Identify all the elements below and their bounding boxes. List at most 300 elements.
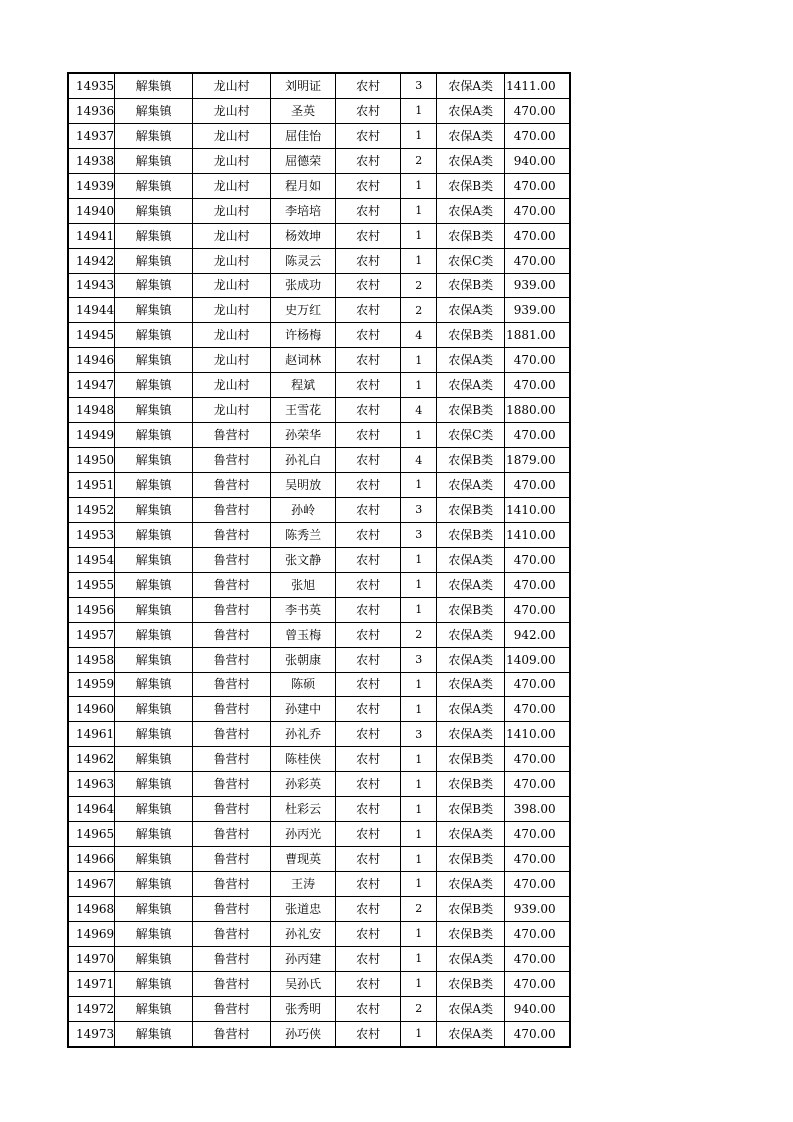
insurance-category-cell: 农保A类 bbox=[437, 672, 505, 697]
record-id-cell: 14942 bbox=[68, 248, 115, 273]
household-count-cell: 1 bbox=[401, 797, 437, 822]
table-row bbox=[68, 348, 570, 373]
name-cell: 杨效坤 bbox=[271, 223, 336, 248]
town-cell: 解集镇 bbox=[115, 348, 193, 373]
record-id-cell: 14967 bbox=[68, 872, 115, 897]
insurance-category-cell: 农保A类 bbox=[437, 697, 505, 722]
name-cell: 圣英 bbox=[271, 98, 336, 123]
table-row bbox=[68, 298, 570, 323]
town-cell: 解集镇 bbox=[115, 473, 193, 498]
area-type-cell: 农村 bbox=[336, 73, 401, 98]
amount-cell: 470.00 bbox=[505, 672, 570, 697]
amount-cell: 1409.00 bbox=[505, 647, 570, 672]
name-cell: 许杨梅 bbox=[271, 323, 336, 348]
record-id-cell: 14952 bbox=[68, 497, 115, 522]
insurance-category-cell: 农保B类 bbox=[437, 323, 505, 348]
village-cell: 鲁营村 bbox=[193, 996, 271, 1021]
town-cell: 解集镇 bbox=[115, 373, 193, 398]
town-cell: 解集镇 bbox=[115, 98, 193, 123]
town-cell: 解集镇 bbox=[115, 497, 193, 522]
amount-cell: 939.00 bbox=[505, 273, 570, 298]
name-cell: 孙丙建 bbox=[271, 946, 336, 971]
name-cell: 孙建中 bbox=[271, 697, 336, 722]
household-count-cell: 1 bbox=[401, 597, 437, 622]
record-id-cell: 14947 bbox=[68, 373, 115, 398]
amount-cell: 1879.00 bbox=[505, 448, 570, 473]
town-cell: 解集镇 bbox=[115, 772, 193, 797]
table-row bbox=[68, 946, 570, 971]
table-row bbox=[68, 672, 570, 697]
village-cell: 鲁营村 bbox=[193, 547, 271, 572]
village-cell: 鲁营村 bbox=[193, 697, 271, 722]
name-cell: 陈桂侠 bbox=[271, 747, 336, 772]
village-cell: 龙山村 bbox=[193, 398, 271, 423]
insurance-category-cell: 农保A类 bbox=[437, 647, 505, 672]
village-cell: 龙山村 bbox=[193, 323, 271, 348]
insurance-category-cell: 农保A类 bbox=[437, 722, 505, 747]
name-cell: 张文静 bbox=[271, 547, 336, 572]
name-cell: 刘明证 bbox=[271, 73, 336, 98]
town-cell: 解集镇 bbox=[115, 248, 193, 273]
name-cell: 孙荣华 bbox=[271, 423, 336, 448]
record-id-cell: 14948 bbox=[68, 398, 115, 423]
village-cell: 鲁营村 bbox=[193, 597, 271, 622]
table-row bbox=[68, 123, 570, 148]
record-id-cell: 14957 bbox=[68, 622, 115, 647]
insurance-category-cell: 农保A类 bbox=[437, 373, 505, 398]
area-type-cell: 农村 bbox=[336, 547, 401, 572]
table-row bbox=[68, 148, 570, 173]
area-type-cell: 农村 bbox=[336, 672, 401, 697]
area-type-cell: 农村 bbox=[336, 1021, 401, 1046]
amount-cell: 470.00 bbox=[505, 772, 570, 797]
record-id-cell: 14972 bbox=[68, 996, 115, 1021]
insurance-category-cell: 农保A类 bbox=[437, 622, 505, 647]
household-count-cell: 4 bbox=[401, 398, 437, 423]
town-cell: 解集镇 bbox=[115, 797, 193, 822]
record-id-cell: 14943 bbox=[68, 273, 115, 298]
table-row bbox=[68, 622, 570, 647]
amount-cell: 1411.00 bbox=[505, 73, 570, 98]
village-cell: 鲁营村 bbox=[193, 672, 271, 697]
village-cell: 鲁营村 bbox=[193, 722, 271, 747]
amount-cell: 1880.00 bbox=[505, 398, 570, 423]
town-cell: 解集镇 bbox=[115, 822, 193, 847]
insurance-category-cell: 农保B类 bbox=[437, 273, 505, 298]
household-count-cell: 1 bbox=[401, 572, 437, 597]
amount-cell: 470.00 bbox=[505, 747, 570, 772]
area-type-cell: 农村 bbox=[336, 497, 401, 522]
town-cell: 解集镇 bbox=[115, 896, 193, 921]
village-cell: 鲁营村 bbox=[193, 921, 271, 946]
amount-cell: 1410.00 bbox=[505, 522, 570, 547]
town-cell: 解集镇 bbox=[115, 173, 193, 198]
area-type-cell: 农村 bbox=[336, 896, 401, 921]
household-count-cell: 1 bbox=[401, 198, 437, 223]
village-cell: 鲁营村 bbox=[193, 448, 271, 473]
household-count-cell: 1 bbox=[401, 223, 437, 248]
amount-cell: 470.00 bbox=[505, 971, 570, 996]
record-id-cell: 14968 bbox=[68, 896, 115, 921]
area-type-cell: 农村 bbox=[336, 448, 401, 473]
town-cell: 解集镇 bbox=[115, 697, 193, 722]
table-row bbox=[68, 423, 570, 448]
record-id-cell: 14954 bbox=[68, 547, 115, 572]
household-count-cell: 1 bbox=[401, 822, 437, 847]
village-cell: 鲁营村 bbox=[193, 896, 271, 921]
area-type-cell: 农村 bbox=[336, 198, 401, 223]
town-cell: 解集镇 bbox=[115, 398, 193, 423]
amount-cell: 470.00 bbox=[505, 872, 570, 897]
table-row bbox=[68, 273, 570, 298]
household-count-cell: 2 bbox=[401, 996, 437, 1021]
town-cell: 解集镇 bbox=[115, 148, 193, 173]
household-count-cell: 1 bbox=[401, 173, 437, 198]
village-cell: 鲁营村 bbox=[193, 497, 271, 522]
name-cell: 史万红 bbox=[271, 298, 336, 323]
amount-cell: 470.00 bbox=[505, 248, 570, 273]
insurance-category-cell: 农保A类 bbox=[437, 872, 505, 897]
amount-cell: 470.00 bbox=[505, 547, 570, 572]
amount-cell: 470.00 bbox=[505, 697, 570, 722]
name-cell: 屈佳怡 bbox=[271, 123, 336, 148]
name-cell: 孙岭 bbox=[271, 497, 336, 522]
name-cell: 张旭 bbox=[271, 572, 336, 597]
village-cell: 龙山村 bbox=[193, 198, 271, 223]
insurance-category-cell: 农保B类 bbox=[437, 847, 505, 872]
area-type-cell: 农村 bbox=[336, 248, 401, 273]
record-id-cell: 14970 bbox=[68, 946, 115, 971]
table-row bbox=[68, 896, 570, 921]
table-row bbox=[68, 448, 570, 473]
insurance-category-cell: 农保B类 bbox=[437, 398, 505, 423]
insurance-category-cell: 农保B类 bbox=[437, 772, 505, 797]
area-type-cell: 农村 bbox=[336, 273, 401, 298]
table-row bbox=[68, 647, 570, 672]
town-cell: 解集镇 bbox=[115, 572, 193, 597]
amount-cell: 470.00 bbox=[505, 373, 570, 398]
name-cell: 孙礼白 bbox=[271, 448, 336, 473]
table-row bbox=[68, 847, 570, 872]
insurance-category-cell: 农保A类 bbox=[437, 348, 505, 373]
record-id-cell: 14946 bbox=[68, 348, 115, 373]
amount-cell: 940.00 bbox=[505, 996, 570, 1021]
table-row bbox=[68, 248, 570, 273]
name-cell: 吴孙氏 bbox=[271, 971, 336, 996]
household-count-cell: 2 bbox=[401, 298, 437, 323]
record-id-cell: 14945 bbox=[68, 323, 115, 348]
name-cell: 陈硕 bbox=[271, 672, 336, 697]
household-count-cell: 1 bbox=[401, 123, 437, 148]
amount-cell: 470.00 bbox=[505, 822, 570, 847]
amount-cell: 470.00 bbox=[505, 921, 570, 946]
record-id-cell: 14953 bbox=[68, 522, 115, 547]
table-row bbox=[68, 398, 570, 423]
insurance-category-cell: 农保A类 bbox=[437, 547, 505, 572]
table-row bbox=[68, 747, 570, 772]
village-cell: 鲁营村 bbox=[193, 772, 271, 797]
table-row bbox=[68, 822, 570, 847]
area-type-cell: 农村 bbox=[336, 473, 401, 498]
village-cell: 鲁营村 bbox=[193, 423, 271, 448]
name-cell: 陈秀兰 bbox=[271, 522, 336, 547]
town-cell: 解集镇 bbox=[115, 921, 193, 946]
town-cell: 解集镇 bbox=[115, 73, 193, 98]
record-id-cell: 14951 bbox=[68, 473, 115, 498]
village-cell: 鲁营村 bbox=[193, 946, 271, 971]
amount-cell: 939.00 bbox=[505, 896, 570, 921]
area-type-cell: 农村 bbox=[336, 872, 401, 897]
area-type-cell: 农村 bbox=[336, 148, 401, 173]
village-cell: 鲁营村 bbox=[193, 847, 271, 872]
village-cell: 龙山村 bbox=[193, 173, 271, 198]
area-type-cell: 农村 bbox=[336, 697, 401, 722]
village-cell: 鲁营村 bbox=[193, 473, 271, 498]
record-id-cell: 14971 bbox=[68, 971, 115, 996]
record-id-cell: 14940 bbox=[68, 198, 115, 223]
amount-cell: 470.00 bbox=[505, 946, 570, 971]
insurance-category-cell: 农保B类 bbox=[437, 173, 505, 198]
village-cell: 龙山村 bbox=[193, 223, 271, 248]
table-row bbox=[68, 797, 570, 822]
area-type-cell: 农村 bbox=[336, 647, 401, 672]
insurance-category-cell: 农保A类 bbox=[437, 996, 505, 1021]
amount-cell: 470.00 bbox=[505, 473, 570, 498]
record-id-cell: 14944 bbox=[68, 298, 115, 323]
name-cell: 孙巧侠 bbox=[271, 1021, 336, 1046]
name-cell: 赵词林 bbox=[271, 348, 336, 373]
area-type-cell: 农村 bbox=[336, 822, 401, 847]
town-cell: 解集镇 bbox=[115, 971, 193, 996]
amount-cell: 1410.00 bbox=[505, 497, 570, 522]
table-row bbox=[68, 772, 570, 797]
name-cell: 王涛 bbox=[271, 872, 336, 897]
amount-cell: 470.00 bbox=[505, 98, 570, 123]
table-body bbox=[68, 73, 570, 1047]
household-count-cell: 1 bbox=[401, 1021, 437, 1046]
town-cell: 解集镇 bbox=[115, 946, 193, 971]
town-cell: 解集镇 bbox=[115, 622, 193, 647]
record-id-cell: 14964 bbox=[68, 797, 115, 822]
record-id-cell: 14965 bbox=[68, 822, 115, 847]
amount-cell: 470.00 bbox=[505, 1021, 570, 1046]
record-id-cell: 14961 bbox=[68, 722, 115, 747]
town-cell: 解集镇 bbox=[115, 647, 193, 672]
household-count-cell: 1 bbox=[401, 921, 437, 946]
village-cell: 龙山村 bbox=[193, 248, 271, 273]
area-type-cell: 农村 bbox=[336, 971, 401, 996]
amount-cell: 942.00 bbox=[505, 622, 570, 647]
household-count-cell: 1 bbox=[401, 373, 437, 398]
village-cell: 鲁营村 bbox=[193, 522, 271, 547]
area-type-cell: 农村 bbox=[336, 722, 401, 747]
name-cell: 曾玉梅 bbox=[271, 622, 336, 647]
record-id-cell: 14963 bbox=[68, 772, 115, 797]
town-cell: 解集镇 bbox=[115, 323, 193, 348]
name-cell: 孙彩英 bbox=[271, 772, 336, 797]
area-type-cell: 农村 bbox=[336, 747, 401, 772]
area-type-cell: 农村 bbox=[336, 298, 401, 323]
household-count-cell: 1 bbox=[401, 772, 437, 797]
table-row bbox=[68, 223, 570, 248]
area-type-cell: 农村 bbox=[336, 373, 401, 398]
table-row bbox=[68, 497, 570, 522]
insurance-category-cell: 农保A类 bbox=[437, 73, 505, 98]
household-count-cell: 1 bbox=[401, 348, 437, 373]
town-cell: 解集镇 bbox=[115, 847, 193, 872]
village-cell: 龙山村 bbox=[193, 298, 271, 323]
area-type-cell: 农村 bbox=[336, 797, 401, 822]
insurance-category-cell: 农保A类 bbox=[437, 946, 505, 971]
insurance-category-cell: 农保A类 bbox=[437, 198, 505, 223]
town-cell: 解集镇 bbox=[115, 1021, 193, 1046]
name-cell: 李书英 bbox=[271, 597, 336, 622]
insurance-category-cell: 农保C类 bbox=[437, 248, 505, 273]
table-row bbox=[68, 473, 570, 498]
insurance-category-cell: 农保A类 bbox=[437, 822, 505, 847]
record-id-cell: 14938 bbox=[68, 148, 115, 173]
town-cell: 解集镇 bbox=[115, 273, 193, 298]
record-id-cell: 14969 bbox=[68, 921, 115, 946]
household-count-cell: 2 bbox=[401, 896, 437, 921]
name-cell: 孙礼安 bbox=[271, 921, 336, 946]
name-cell: 孙礼乔 bbox=[271, 722, 336, 747]
town-cell: 解集镇 bbox=[115, 223, 193, 248]
town-cell: 解集镇 bbox=[115, 198, 193, 223]
amount-cell: 939.00 bbox=[505, 298, 570, 323]
name-cell: 李培培 bbox=[271, 198, 336, 223]
area-type-cell: 农村 bbox=[336, 522, 401, 547]
name-cell: 张成功 bbox=[271, 273, 336, 298]
insurance-category-cell: 农保B类 bbox=[437, 522, 505, 547]
village-cell: 鲁营村 bbox=[193, 572, 271, 597]
area-type-cell: 农村 bbox=[336, 996, 401, 1021]
area-type-cell: 农村 bbox=[336, 572, 401, 597]
record-id-cell: 14941 bbox=[68, 223, 115, 248]
data-table bbox=[67, 72, 571, 1048]
village-cell: 鲁营村 bbox=[193, 822, 271, 847]
amount-cell: 398.00 bbox=[505, 797, 570, 822]
household-count-cell: 3 bbox=[401, 522, 437, 547]
town-cell: 解集镇 bbox=[115, 298, 193, 323]
table-row bbox=[68, 547, 570, 572]
household-count-cell: 1 bbox=[401, 747, 437, 772]
town-cell: 解集镇 bbox=[115, 423, 193, 448]
record-id-cell: 14936 bbox=[68, 98, 115, 123]
name-cell: 吴明放 bbox=[271, 473, 336, 498]
name-cell: 张朝康 bbox=[271, 647, 336, 672]
area-type-cell: 农村 bbox=[336, 223, 401, 248]
insurance-category-cell: 农保B类 bbox=[437, 971, 505, 996]
table-row bbox=[68, 597, 570, 622]
town-cell: 解集镇 bbox=[115, 448, 193, 473]
table-row bbox=[68, 522, 570, 547]
insurance-category-cell: 农保A类 bbox=[437, 148, 505, 173]
village-cell: 鲁营村 bbox=[193, 747, 271, 772]
amount-cell: 470.00 bbox=[505, 572, 570, 597]
record-id-cell: 14937 bbox=[68, 123, 115, 148]
village-cell: 鲁营村 bbox=[193, 1021, 271, 1046]
insurance-category-cell: 农保B类 bbox=[437, 223, 505, 248]
amount-cell: 470.00 bbox=[505, 423, 570, 448]
insurance-category-cell: 农保C类 bbox=[437, 423, 505, 448]
area-type-cell: 农村 bbox=[336, 847, 401, 872]
record-id-cell: 14935 bbox=[68, 73, 115, 98]
area-type-cell: 农村 bbox=[336, 946, 401, 971]
area-type-cell: 农村 bbox=[336, 622, 401, 647]
table-row bbox=[68, 323, 570, 348]
insurance-category-cell: 农保A类 bbox=[437, 98, 505, 123]
amount-cell: 940.00 bbox=[505, 148, 570, 173]
town-cell: 解集镇 bbox=[115, 722, 193, 747]
record-id-cell: 14959 bbox=[68, 672, 115, 697]
record-id-cell: 14966 bbox=[68, 847, 115, 872]
household-count-cell: 1 bbox=[401, 473, 437, 498]
insurance-category-cell: 农保B类 bbox=[437, 448, 505, 473]
village-cell: 龙山村 bbox=[193, 73, 271, 98]
insurance-category-cell: 农保B类 bbox=[437, 747, 505, 772]
town-cell: 解集镇 bbox=[115, 747, 193, 772]
area-type-cell: 农村 bbox=[336, 772, 401, 797]
area-type-cell: 农村 bbox=[336, 423, 401, 448]
household-count-cell: 4 bbox=[401, 448, 437, 473]
area-type-cell: 农村 bbox=[336, 323, 401, 348]
household-count-cell: 2 bbox=[401, 148, 437, 173]
amount-cell: 470.00 bbox=[505, 173, 570, 198]
household-count-cell: 3 bbox=[401, 647, 437, 672]
village-cell: 鲁营村 bbox=[193, 622, 271, 647]
name-cell: 孙丙光 bbox=[271, 822, 336, 847]
household-count-cell: 1 bbox=[401, 672, 437, 697]
name-cell: 屈德荣 bbox=[271, 148, 336, 173]
village-cell: 龙山村 bbox=[193, 98, 271, 123]
area-type-cell: 农村 bbox=[336, 921, 401, 946]
area-type-cell: 农村 bbox=[336, 173, 401, 198]
insurance-category-cell: 农保A类 bbox=[437, 298, 505, 323]
town-cell: 解集镇 bbox=[115, 123, 193, 148]
name-cell: 陈灵云 bbox=[271, 248, 336, 273]
insurance-category-cell: 农保A类 bbox=[437, 473, 505, 498]
household-count-cell: 2 bbox=[401, 273, 437, 298]
household-count-cell: 1 bbox=[401, 946, 437, 971]
household-count-cell: 1 bbox=[401, 98, 437, 123]
area-type-cell: 农村 bbox=[336, 348, 401, 373]
household-count-cell: 1 bbox=[401, 423, 437, 448]
town-cell: 解集镇 bbox=[115, 996, 193, 1021]
amount-cell: 470.00 bbox=[505, 198, 570, 223]
village-cell: 龙山村 bbox=[193, 148, 271, 173]
table-row bbox=[68, 921, 570, 946]
table-row bbox=[68, 173, 570, 198]
table-row bbox=[68, 198, 570, 223]
village-cell: 鲁营村 bbox=[193, 971, 271, 996]
name-cell: 程斌 bbox=[271, 373, 336, 398]
table-row bbox=[68, 722, 570, 747]
village-cell: 龙山村 bbox=[193, 123, 271, 148]
household-count-cell: 3 bbox=[401, 497, 437, 522]
amount-cell: 470.00 bbox=[505, 597, 570, 622]
household-count-cell: 3 bbox=[401, 73, 437, 98]
table-row bbox=[68, 996, 570, 1021]
name-cell: 曹现英 bbox=[271, 847, 336, 872]
area-type-cell: 农村 bbox=[336, 123, 401, 148]
table-row bbox=[68, 98, 570, 123]
table-row bbox=[68, 73, 570, 98]
record-id-cell: 14973 bbox=[68, 1021, 115, 1046]
village-cell: 鲁营村 bbox=[193, 647, 271, 672]
village-cell: 龙山村 bbox=[193, 373, 271, 398]
household-count-cell: 3 bbox=[401, 722, 437, 747]
